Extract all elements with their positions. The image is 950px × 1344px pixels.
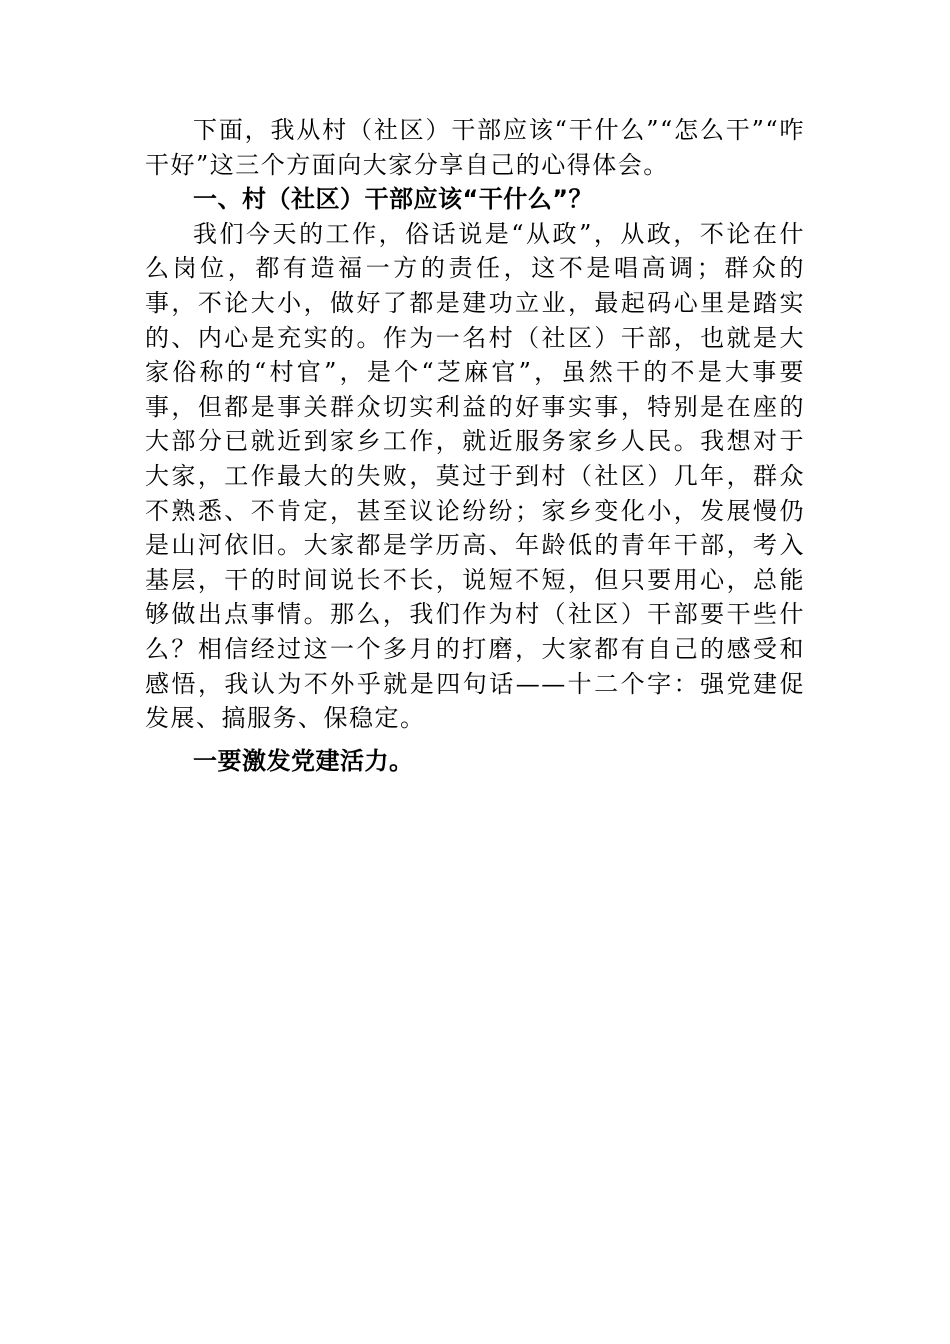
section-heading: 一、村（社区）干部应该“干什么”？	[193, 185, 594, 214]
body-paragraph: 我们今天的工作，俗话说是“从政”，从政，不论在什么岗位，都有造福一方的责任，这不是唱高调；群众的事，不论大小，做好了都是建功立业，最起码心里是踏实的、内心是充实的。作为一名村（社区）干部，也就是大家俗称的“村官”，是个“芝麻官”，虽然干的不是大事要事，但都是事关群众切实利益的好事实事，特别是在座的大部分已就近到家乡工作，就近服务家乡人民。我想对于大家，工作最大的失败，莫过于到村（社区）几年，群众不熟悉、不肯定，甚至议论纷纷；家乡变化小，发展慢仍是山河依旧。大家都是学历高、年龄低的青年干部，考入基层，干的时间说长不长，说短不短，但只要用心，总能够做出点事情。那么，我们作为村（社区）干部要干些什么？相信经过这一个多月的打磨，大家都有自己的感受和感悟，我认为不外乎就是四句话——十二个字：强党建促发展、搞服务、保稳定。	[145, 219, 805, 733]
intro-paragraph: 下面，我从村（社区）干部应该“干什么”“怎么干”“咋干好”这三个方面向大家分享自己的心得体会。	[145, 116, 805, 179]
document-body	[145, 113, 805, 778]
sub-heading: 一要激发党建活力。	[193, 746, 414, 775]
